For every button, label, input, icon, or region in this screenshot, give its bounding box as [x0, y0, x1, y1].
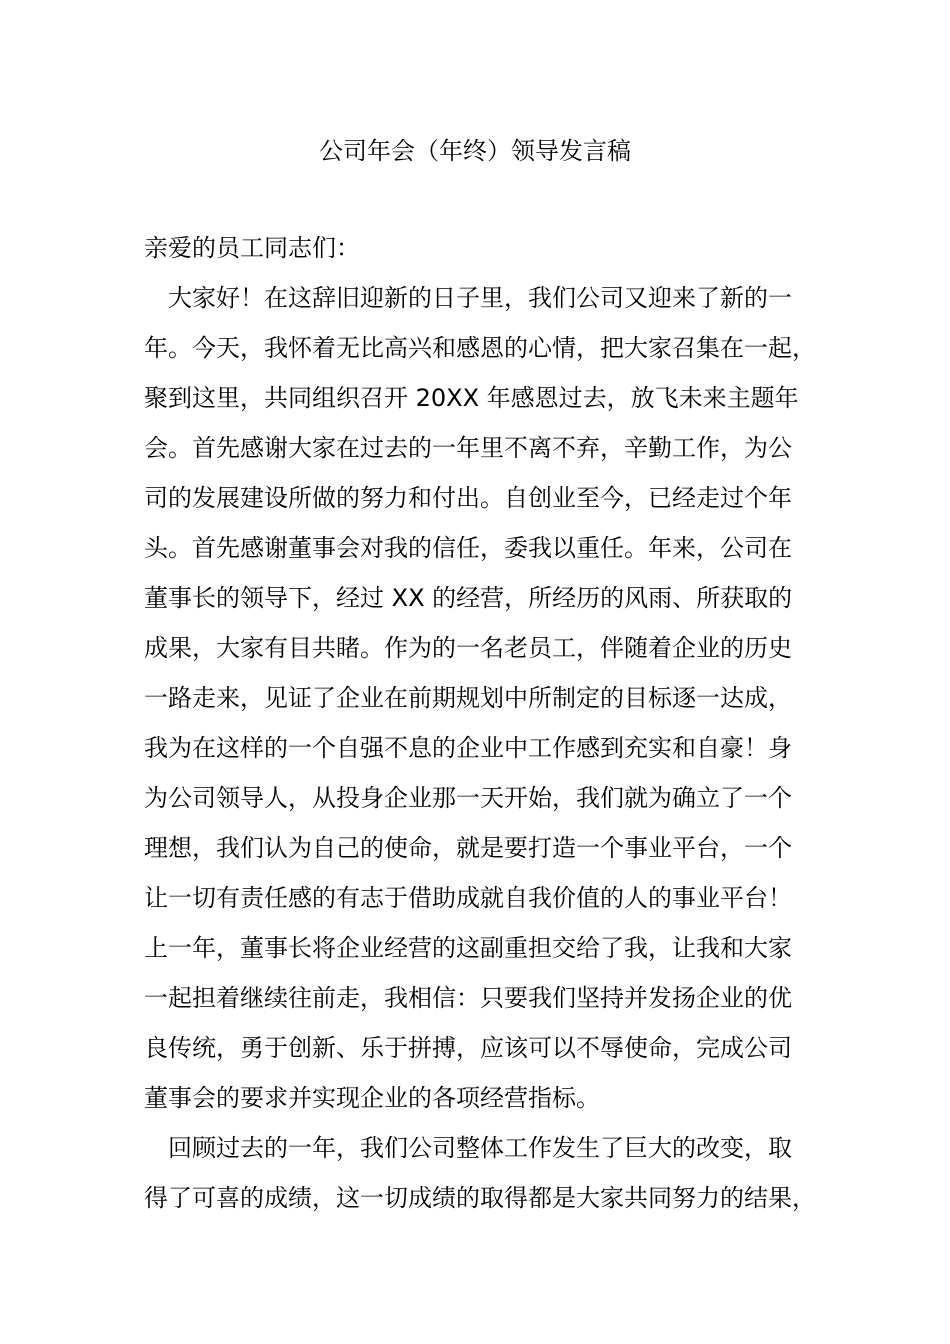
text-line: 聚到这里，共同组织召开 20XX 年感恩过去，放飞未来主题年: [144, 384, 799, 412]
text-line: 回顾过去的一年，我们公司整体工作发生了巨大的改变，取: [144, 1134, 792, 1162]
text-line: 成果，大家有目共睹。作为的一名老员工，伴随着企业的历史: [144, 634, 792, 662]
text-line: 会。首先感谢大家在过去的一年里不离不弃，辛勤工作，为公: [144, 434, 792, 462]
text-line: 董事长的领导下，经过 XX 的经营，所经历的风雨、所获取的: [144, 584, 793, 612]
document-title: 公司年会（年终）领导发言稿: [319, 137, 631, 165]
text-line: 理想，我们认为自己的使命，就是要打造一个事业平台，一个: [144, 834, 792, 862]
text-line: 一起担着继续往前走，我相信：只要我们坚持并发扬企业的优: [144, 984, 792, 1012]
text-line: 得了可喜的成绩，这一切成绩的取得都是大家共同努力的结果，: [144, 1184, 816, 1212]
text-line: 董事会的要求并实现企业的各项经营指标。: [144, 1084, 600, 1112]
text-line: 大家好！在这辞旧迎新的日子里，我们公司又迎来了新的一: [144, 284, 792, 312]
text-line: 良传统，勇于创新、乐于拼搏，应该可以不辱使命，完成公司: [144, 1034, 792, 1062]
text-line: 年。今天，我怀着无比高兴和感恩的心情，把大家召集在一起，: [144, 334, 816, 362]
text-line: 我为在这样的一个自强不息的企业中工作感到充实和自豪！身: [144, 734, 792, 762]
text-line: 让一切有责任感的有志于借助成就自我价值的人的事业平台！: [144, 884, 792, 912]
text-line: 为公司领导人，从投身企业那一天开始，我们就为确立了一个: [144, 784, 792, 812]
text-line: 头。首先感谢董事会对我的信任，委我以重任。年来，公司在: [144, 534, 792, 562]
text-line: 司的发展建设所做的努力和付出。自创业至今，已经走过个年: [144, 484, 792, 512]
text-line: 一路走来，见证了企业在前期规划中所制定的目标逐一达成，: [144, 684, 792, 712]
salutation: 亲爱的员工同志们：: [144, 234, 360, 262]
text-line: 上一年，董事长将企业经营的这副重担交给了我，让我和大家: [144, 934, 792, 962]
